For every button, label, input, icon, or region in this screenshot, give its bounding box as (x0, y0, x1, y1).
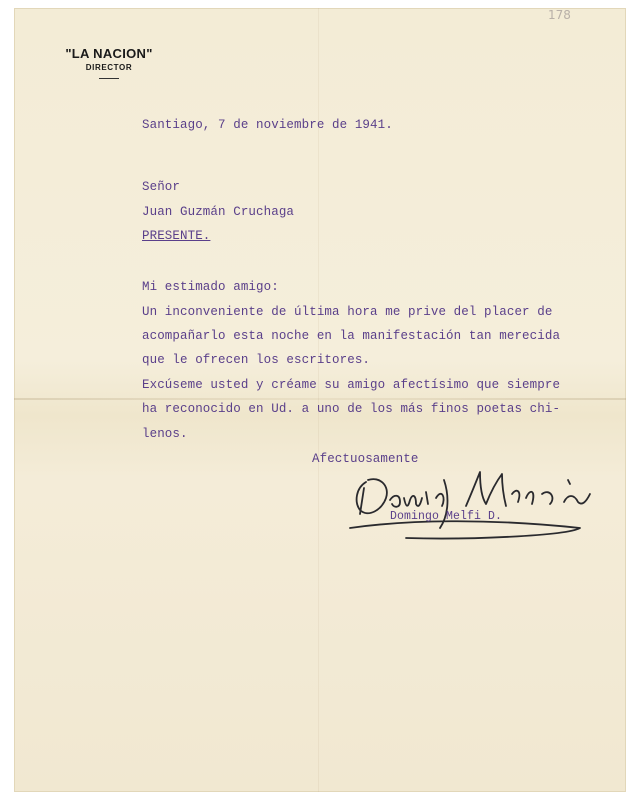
date-line: Santiago, 7 de noviembre de 1941. (142, 118, 393, 132)
handwritten-signature (346, 458, 608, 548)
recipient-name: Juan Guzmán Cruchaga (142, 205, 295, 219)
body-line: Excúseme usted y créame su amigo afectísimo que siempre (142, 378, 561, 392)
body-line: lenos. (142, 427, 188, 441)
letterhead-title: DIRECTOR (85, 63, 133, 72)
body-line: Un inconveniente de última hora me prive del placer de (142, 305, 553, 319)
presente-line: PRESENTE. (142, 229, 211, 243)
body-line: que le ofrecen los escritores. (142, 353, 371, 367)
signer-name: Domingo Melfi D. (390, 510, 503, 523)
letterhead-name: "LA NACION" (65, 46, 153, 61)
body-line: acompañarlo esta noche en la manifestación tan merecida (142, 329, 561, 343)
letterhead-rule (99, 78, 119, 79)
archive-number: 178 (548, 8, 571, 22)
greeting: Mi estimado amigo: (142, 280, 279, 294)
salutation-title: Señor (142, 180, 181, 194)
closing: Afectuosamente (312, 452, 419, 466)
paper-fold (14, 398, 626, 400)
letterhead (54, 46, 164, 79)
body-line: ha reconocido en Ud. a uno de los más finos poetas chi- (142, 402, 561, 416)
